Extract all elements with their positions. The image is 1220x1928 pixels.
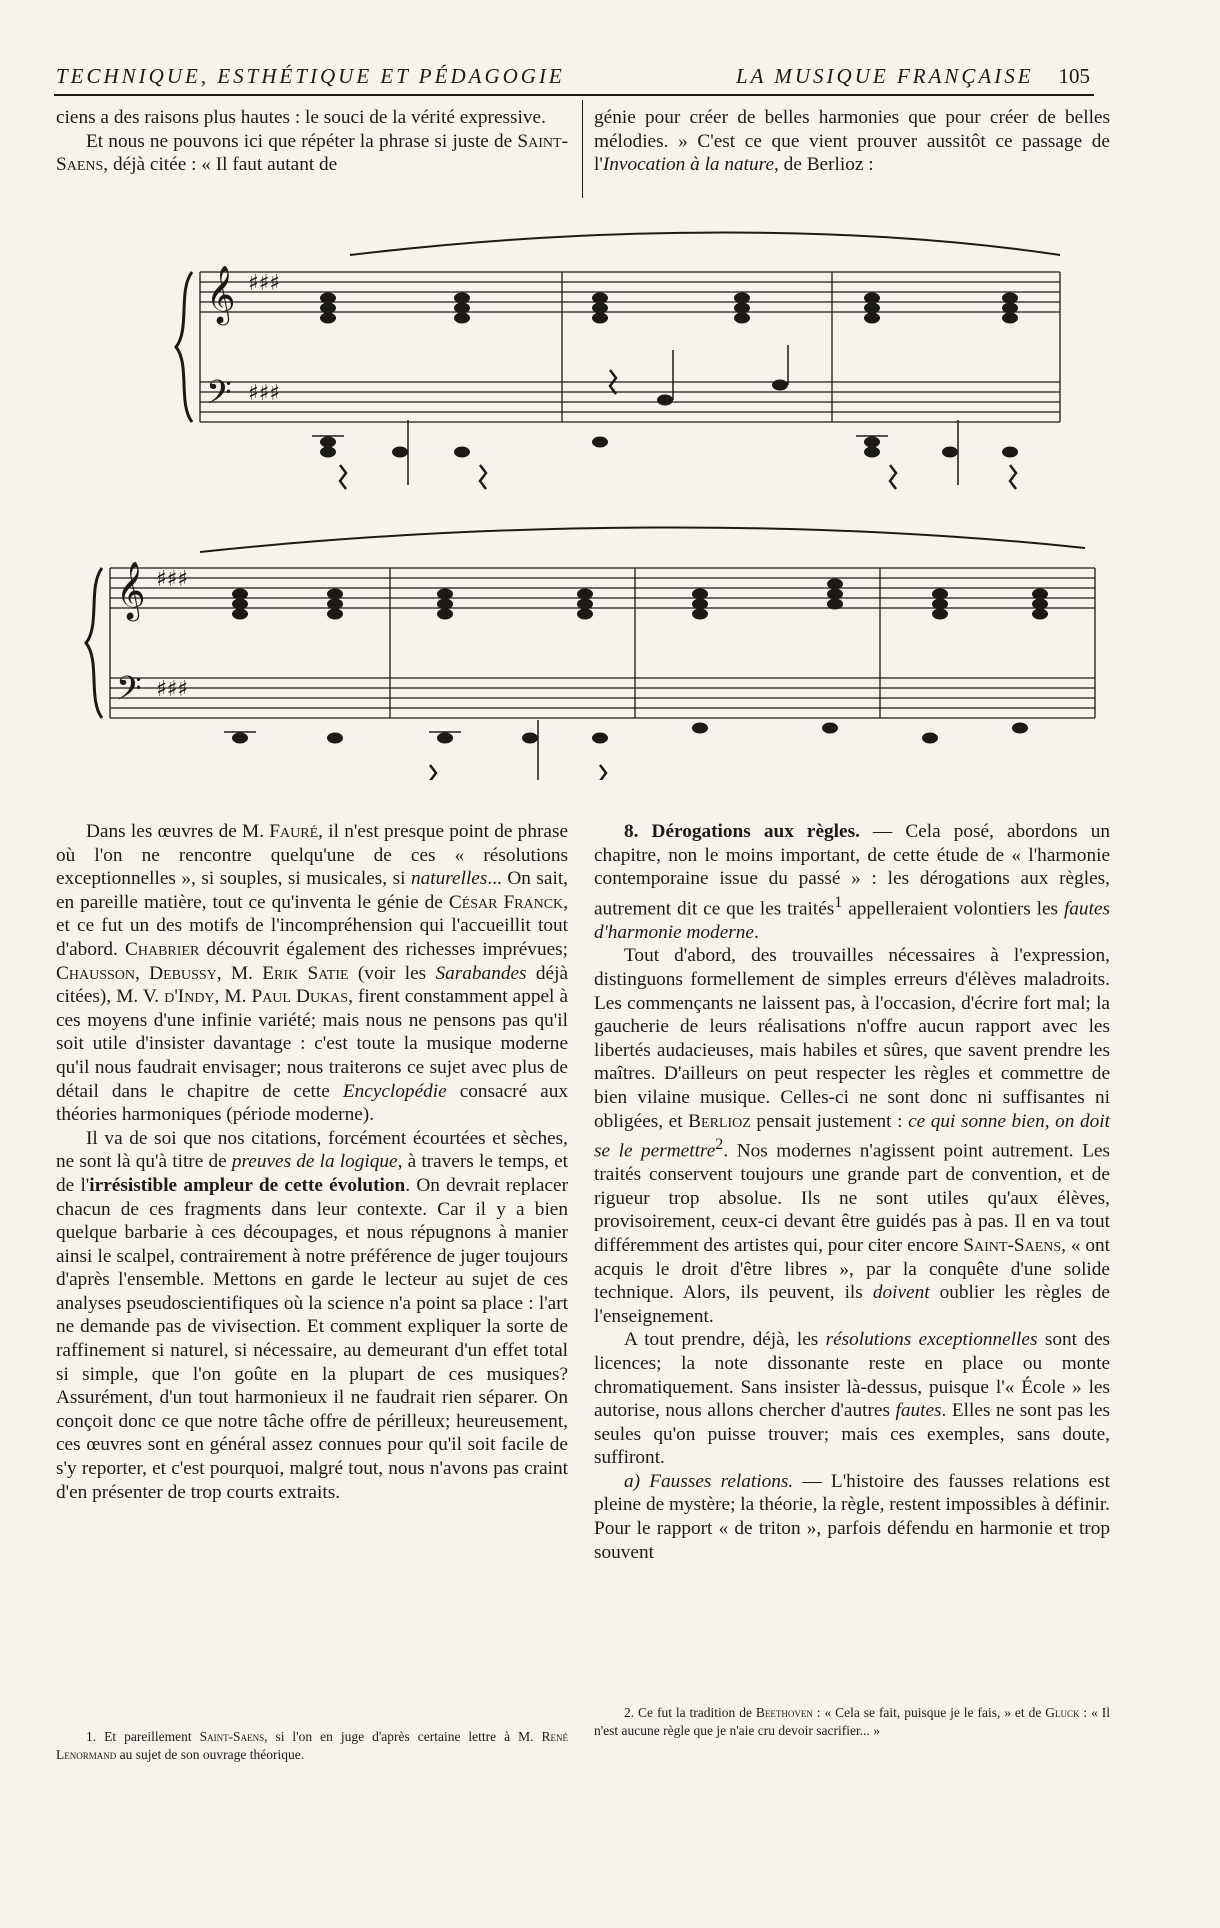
running-header bbox=[56, 64, 1090, 92]
paragraph: Dans les œuvres de M. Fauré, il n'est presque point de phrase où l'on ne rencontre quelqu'une de ces « résolutions exceptionnelles », si souples, si musicales, si naturelles... On sait, en pareille matière, tout ce qu'inventa le génie de César Franck, et ce fut un des motifs de l'incompréhension qui l'accueillit tout d'abord. Chabrier découvrit également des richesses imprévues; Chausson, Debussy, M. Erik Satie (voir les Sarabandes déjà citées), M. V. d'Indy, M. Paul Dukas, firent constamment appel à ces moyens d'une infinie variété; mais nous ne pensons pas qu'il soit utile d'insister davantage : c'est toute la musique moderne qu'il nous faudrait envisager; nous traiterons ce sujet avec plus de détail dans le chapitre de cette Encyclopédie consacré aux théories harmoniques (période moderne). bbox=[56, 821, 569, 1126]
paragraph: a) Fausses relations. — L'histoire des fausses relations est pleine de mystère; la théorie, la règle, restent impossibles à définir. Pour le rapport « de triton », parfois défendu en harmonie et trop souvent bbox=[594, 1470, 1110, 1563]
top-left-column bbox=[56, 106, 568, 177]
footnote-2: 2. Ce fut la tradition de Beethoven : « Cela se fait, puisque je le fais, » et de Gluck : « Il n'est aucune règle que je n'aie cru devoir sacrifier... » bbox=[594, 1705, 1111, 1738]
svg-text:𝄞: 𝄞 bbox=[206, 265, 236, 323]
footnote-1: 1. Et pareillement Saint-Saens, si l'on en juge d'après certaine lettre à M. René Lenormand au sujet de son ouvrage théorique. bbox=[56, 1729, 568, 1762]
column-divider bbox=[582, 100, 583, 198]
svg-text:𝄢: 𝄢 bbox=[116, 670, 142, 716]
top-right-column bbox=[594, 106, 1110, 177]
music-score bbox=[0, 220, 1220, 780]
header-rule bbox=[54, 94, 1094, 96]
paragraph: Et nous ne pouvons ici que répéter la phrase si juste de Saint-Saens, déjà citée : « Il faut autant de bbox=[56, 130, 568, 176]
paragraph: Il va de soi que nos citations, forcément écourtées et sèches, ne sont là qu'à titre de preuves de la logique, à travers le temps, et de l'irrésistible ampleur de cette évolution. On devrait replacer chacun de ces fragments dans leur contexte. Car il y a bien quelque barbarie à ces découpages, et nous répugnons à manier ainsi le scalpel, contrairement à notre préférence de juger toujours d'après l'ensemble. Mettons en garde le lecteur au sujet de ces analyses pseudoscientifiques où la science n'a point sa place : l'art ne demande pas de vivisection. Et comment expliquer la sorte de raffinement si naturel, si nécessaire, au demeurant d'un effet total si simple, que l'on goûte en la plupart de ces musiques? Assurément, d'un tout harmonieux il ne faudrait rien séparer. On conçoit donc ce que notre tâche offre de périlleux; heureusement, ces œuvres sont en général assez connues pour qu'il soit facile de s'y reporter, et c'est pourquoi, malgré tout, nous n'avons pas craint d'en présenter de trop courts extraits. bbox=[56, 1127, 568, 1503]
svg-text:♯♯♯: ♯♯♯ bbox=[156, 567, 188, 592]
main-right-column bbox=[594, 820, 1110, 1564]
svg-text:♯♯♯: ♯♯♯ bbox=[248, 271, 280, 296]
section-heading: 8. Dérogations aux règles. bbox=[624, 821, 860, 842]
svg-text:𝄞: 𝄞 bbox=[116, 561, 146, 619]
header-left: TECHNIQUE, ESTHÉTIQUE ET PÉDAGOGIE bbox=[56, 64, 565, 88]
header-right: LA MUSIQUE FRANÇAISE bbox=[736, 64, 1034, 88]
svg-text:♯♯♯: ♯♯♯ bbox=[156, 677, 188, 702]
svg-text:𝄢: 𝄢 bbox=[206, 374, 232, 420]
paragraph: Tout d'abord, des trouvailles nécessaires à l'expression, distinguons formellement de simples erreurs d'élèves maladroits. Les commençants ne laissent pas, à l'occasion, d'écrire fort mal; la gaucherie de leurs réalisations n'offre aucun rapport avec les libertés audacieuses, mais habiles et sûres, que savent prendre les maîtres. D'ailleurs on peut respecter les règles et commettre de bien vilaine musique. Celles-ci ne sont donc ni suffisantes ni obligées, et Berlioz pensait justement : ce qui sonne bien, on doit se le permettre$^2$. Nos modernes n'agissent point autrement. Les traités conservent toujours une grande part de convention, et de rigueur trop absolue. Ils ne sont utiles qu'aux élèves, provisoirement, ceux-ci devant être guidés pas à pas. Il en va tout différemment des artistes qui, pour citer encore Saint-Saens, « ont acquis le droit d'être libres », par la conquête d'une solide technique. Alors, ils peuvent, ils doivent oublier les règles de l'enseignement. bbox=[594, 945, 1110, 1327]
paragraph: génie pour créer de belles harmonies que pour créer de belles mélodies. » C'est ce que vient prouver aussitôt ce passage de l'Invocation à la nature, de Berlioz : bbox=[594, 107, 1110, 176]
paragraph: ciens a des raisons plus hautes : le souci de la vérité expressive. bbox=[56, 107, 546, 128]
main-left-column bbox=[56, 820, 568, 1504]
page-number: 105 bbox=[1058, 64, 1090, 88]
section-heading-paragraph: 8. Dérogations aux règles. — Cela posé, abordons un chapitre, non le moins important, de cette étude de « l'harmonie contemporaine issue du passé » : les dérogations aux règles, autrement dit ce que les traités$^1$ appelleraient volontiers les fautes d'harmonie moderne. bbox=[594, 821, 1110, 943]
paragraph: A tout prendre, déjà, les résolutions exceptionnelles sont des licences; la note dissonante reste en place ou monte chromatiquement. Sans insister là-dessus, puisque l'« École » les autorise, nous allons chercher d'autres fautes. Elles ne sont pas les seules qu'on puisse trouver; mais ces exemples, sans doute, suffiront. bbox=[594, 1329, 1111, 1469]
svg-text:♯♯♯: ♯♯♯ bbox=[248, 381, 280, 406]
